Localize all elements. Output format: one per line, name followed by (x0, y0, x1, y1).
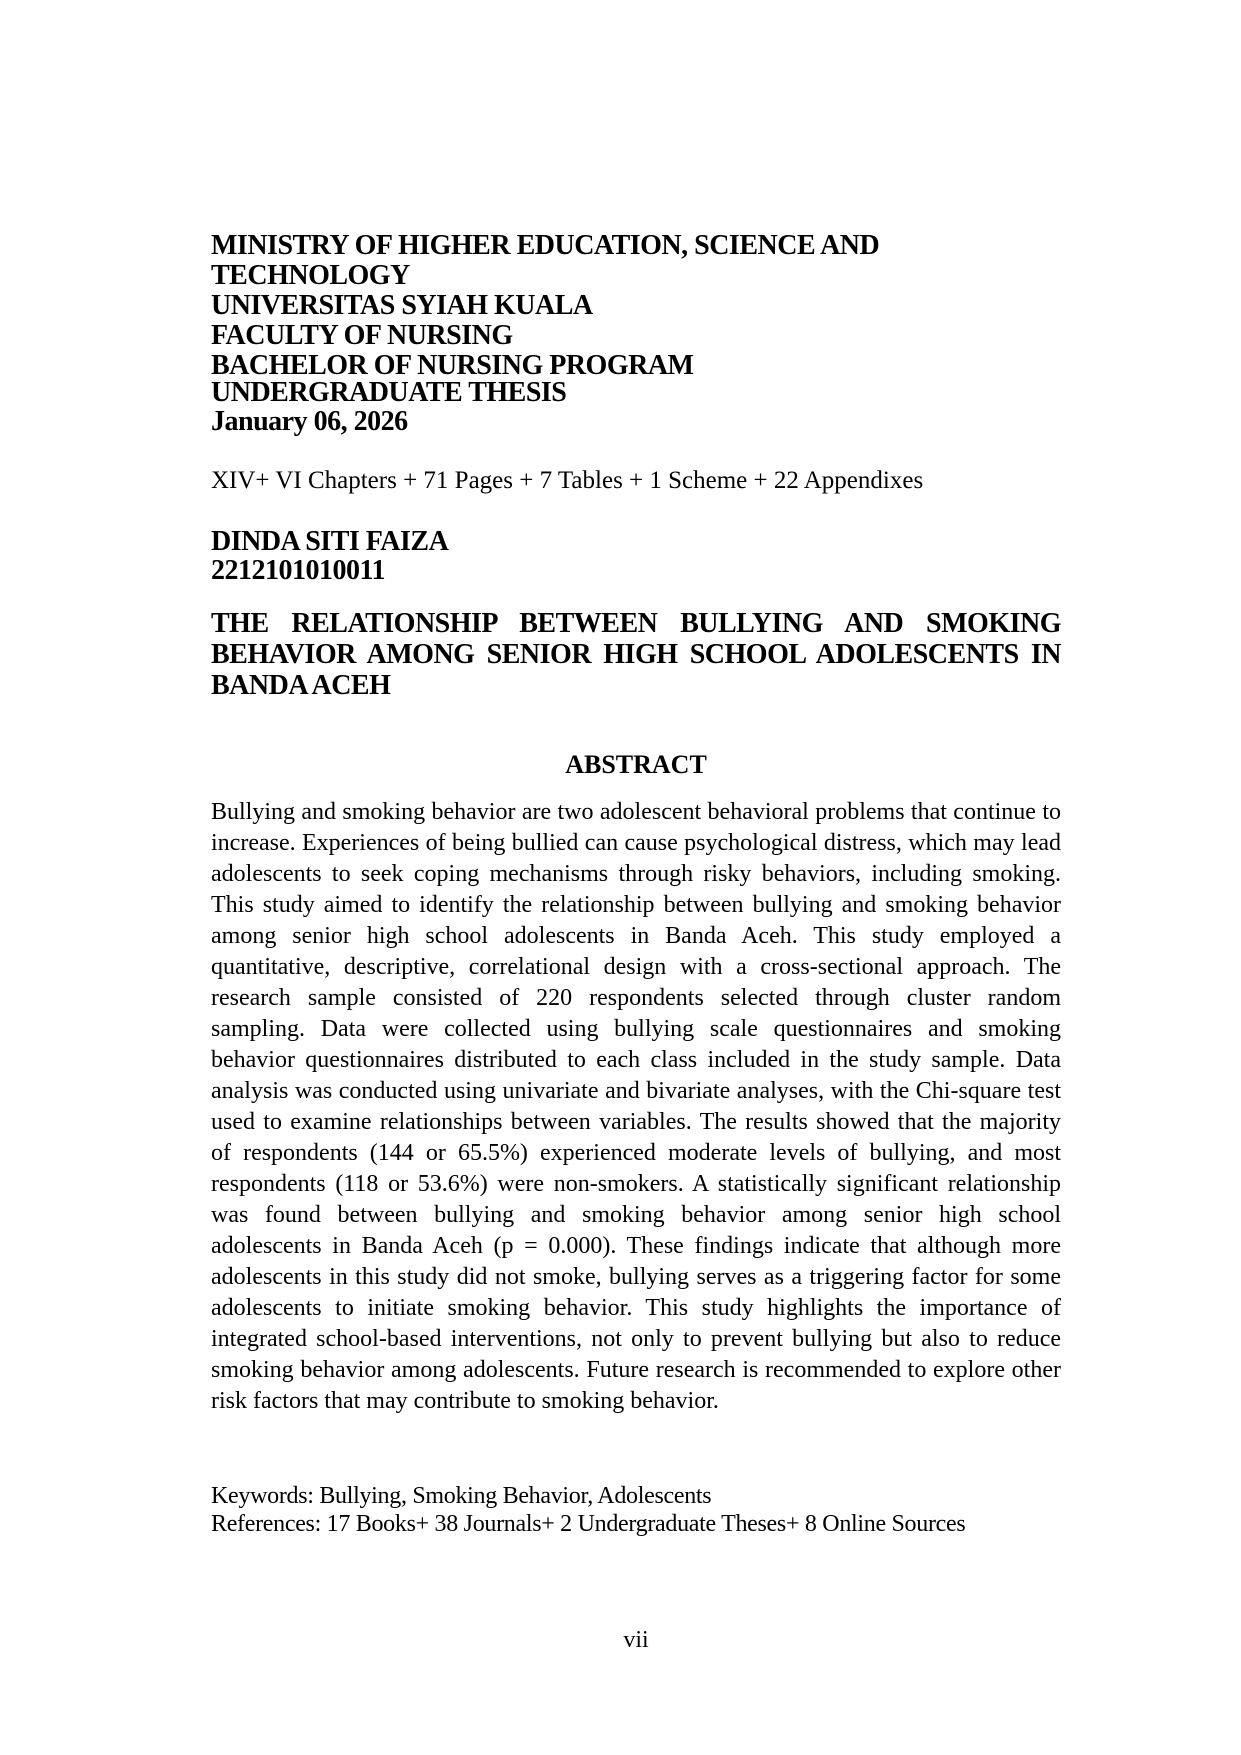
thesis-title (211, 608, 1061, 701)
keywords-value: Bullying, Smoking Behavior, Adolescents (319, 1483, 712, 1509)
university-line: UNIVERSITAS SYIAH KUALA (211, 290, 593, 321)
keywords-label: Keywords: (211, 1483, 314, 1509)
thesis-date: January 06, 2026 (211, 406, 408, 437)
references-label: References: (211, 1511, 321, 1537)
program-line: BACHELOR OF NURSING PROGRAM (211, 350, 694, 381)
references-line (211, 1510, 1061, 1538)
abstract-heading: ABSTRACT (565, 750, 707, 779)
author-block (211, 527, 1061, 585)
author-name: DINDA SITI FAIZA (211, 526, 449, 557)
thesis-title-line-2: BEHAVIOR AMONG SENIOR HIGH SCHOOL ADOLESCENTS IN (211, 639, 1061, 670)
ministry-line: MINISTRY OF HIGHER EDUCATION, SCIENCE AND TECHNOLOGY (211, 230, 880, 291)
keywords-line (211, 1482, 1061, 1510)
keywords-references-block (211, 1482, 1061, 1538)
faculty-line: FACULTY OF NURSING (211, 320, 513, 351)
collation-line: XIV+ VI Chapters + 71 Pages + 7 Tables + 1 Scheme + 22 Appendixes (211, 467, 924, 494)
institution-header (211, 231, 1061, 381)
thesis-type-block (211, 378, 1061, 436)
author-id: 2212101010011 (211, 555, 385, 586)
abstract-body: Bullying and smoking behavior are two adolescent behavioral problems that continue to increase. Experiences of being bullied can cause psychological distress, which may lead adolescents to seek coping mechanisms through risky behaviors, including smoking. This study aimed to identify the relationship between bullying and smoking behavior among senior high school adolescents in Banda Aceh. This study employed a quantitative, descriptive, correlational design with a cross-sectional approach. The research sample consisted of 220 respondents selected through cluster random sampling. Data were collected using bullying scale questionnaires and smoking behavior questionnaires distributed to each class included in the study sample. Data analysis was conducted using univariate and bivariate analyses, with the Chi-square test used to examine relationships between variables. The results showed that the majority of respondents (144 or 65.5%) experienced moderate levels of bullying, and most respondents (118 or 53.6%) were non-smokers. A statistically significant relationship was found between bullying and smoking behavior among senior high school adolescents in Banda Aceh (p = 0.000). These findings indicate that although more adolescents in this study did not smoke, bullying serves as a triggering factor for some adolescents to initiate smoking behavior. This study highlights the importance of integrated school-based interventions, not only to prevent bullying but also to reduce smoking behavior among adolescents. Future research is recommended to explore other risk factors that may contribute to smoking behavior. (211, 799, 1061, 1414)
thesis-type: UNDERGRADUATE THESIS (211, 377, 567, 408)
references-value: 17 Books+ 38 Journals+ 2 Undergraduate Theses+ 8 Online Sources (326, 1511, 966, 1537)
page-number: vii (623, 1627, 649, 1653)
thesis-title-line-1: THE RELATIONSHIP BETWEEN BULLYING AND SMOKING (211, 608, 1061, 639)
thesis-title-line-3: BANDA ACEH (211, 670, 391, 701)
